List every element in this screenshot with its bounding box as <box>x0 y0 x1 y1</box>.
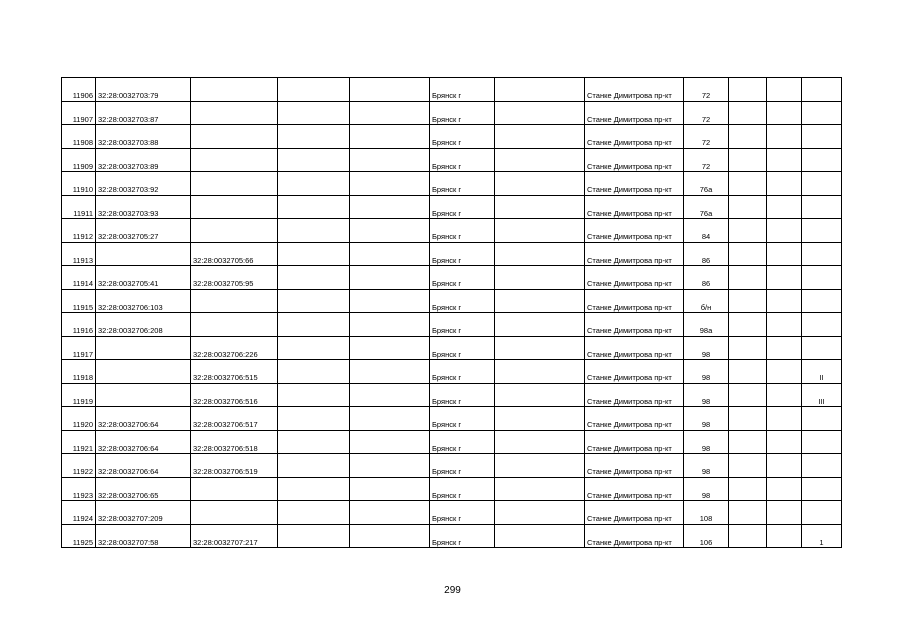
empty-cell <box>495 195 585 219</box>
row-number: 11914 <box>62 266 96 290</box>
row-number: 11908 <box>62 125 96 149</box>
empty-cell <box>767 101 802 125</box>
table-row <box>62 313 842 337</box>
cadastral-number-2: 32:28:0032706:516 <box>191 383 278 407</box>
empty-cell <box>278 313 350 337</box>
empty-cell <box>350 219 430 243</box>
cadastral-number: 32:28:0032703:87 <box>96 101 191 125</box>
mark-cell <box>802 148 842 172</box>
registry-table <box>61 77 842 548</box>
street-cell: Станке Димитрова пр-кт <box>585 430 684 454</box>
empty-cell <box>350 477 430 501</box>
empty-cell <box>495 125 585 149</box>
cadastral-number: 32:28:0032706:64 <box>96 407 191 431</box>
table-body <box>62 78 842 548</box>
mark-cell <box>802 454 842 478</box>
empty-cell <box>767 195 802 219</box>
house-cell: 76а <box>684 172 729 196</box>
street-cell: Станке Димитрова пр-кт <box>585 289 684 313</box>
house-cell: 98 <box>684 407 729 431</box>
empty-cell <box>729 360 767 384</box>
cadastral-number <box>96 383 191 407</box>
empty-cell <box>495 477 585 501</box>
row-number: 11910 <box>62 172 96 196</box>
mark-cell <box>802 195 842 219</box>
row-number: 11907 <box>62 101 96 125</box>
city-cell: Брянск г <box>430 407 495 431</box>
street-cell: Станке Димитрова пр-кт <box>585 407 684 431</box>
row-number: 11916 <box>62 313 96 337</box>
empty-cell <box>495 524 585 548</box>
empty-cell <box>767 125 802 149</box>
empty-cell <box>495 383 585 407</box>
table-row <box>62 360 842 384</box>
mark-cell <box>802 125 842 149</box>
empty-cell <box>350 289 430 313</box>
empty-cell <box>767 454 802 478</box>
mark-cell: II <box>802 360 842 384</box>
empty-cell <box>729 172 767 196</box>
street-cell: Станке Димитрова пр-кт <box>585 125 684 149</box>
empty-cell <box>278 501 350 525</box>
row-number: 11912 <box>62 219 96 243</box>
empty-cell <box>495 454 585 478</box>
empty-cell <box>350 383 430 407</box>
empty-cell <box>495 501 585 525</box>
cadastral-number-2 <box>191 289 278 313</box>
cadastral-number: 32:28:0032703:89 <box>96 148 191 172</box>
street-cell: Станке Димитрова пр-кт <box>585 313 684 337</box>
house-cell: 98 <box>684 336 729 360</box>
city-cell: Брянск г <box>430 266 495 290</box>
empty-cell <box>350 360 430 384</box>
mark-cell <box>802 172 842 196</box>
empty-cell <box>350 336 430 360</box>
empty-cell <box>729 266 767 290</box>
table-row <box>62 148 842 172</box>
table-row <box>62 289 842 313</box>
city-cell: Брянск г <box>430 125 495 149</box>
row-number: 11911 <box>62 195 96 219</box>
empty-cell <box>495 172 585 196</box>
row-number: 11915 <box>62 289 96 313</box>
empty-cell <box>278 407 350 431</box>
row-number: 11906 <box>62 78 96 102</box>
empty-cell <box>350 266 430 290</box>
empty-cell <box>278 78 350 102</box>
empty-cell <box>350 501 430 525</box>
cadastral-number-2: 32:28:0032706:226 <box>191 336 278 360</box>
empty-cell <box>729 430 767 454</box>
city-cell: Брянск г <box>430 219 495 243</box>
empty-cell <box>278 360 350 384</box>
city-cell: Брянск г <box>430 336 495 360</box>
house-cell: 72 <box>684 101 729 125</box>
house-cell: 86 <box>684 242 729 266</box>
street-cell: Станке Димитрова пр-кт <box>585 78 684 102</box>
empty-cell <box>278 219 350 243</box>
street-cell: Станке Димитрова пр-кт <box>585 172 684 196</box>
street-cell: Станке Димитрова пр-кт <box>585 454 684 478</box>
empty-cell <box>495 407 585 431</box>
cadastral-number: 32:28:0032703:93 <box>96 195 191 219</box>
empty-cell <box>278 101 350 125</box>
city-cell: Брянск г <box>430 289 495 313</box>
table-row <box>62 242 842 266</box>
city-cell: Брянск г <box>430 242 495 266</box>
row-number: 11920 <box>62 407 96 431</box>
house-cell: 72 <box>684 125 729 149</box>
mark-cell <box>802 477 842 501</box>
cadastral-number-2: 32:28:0032706:519 <box>191 454 278 478</box>
empty-cell <box>767 148 802 172</box>
empty-cell <box>278 242 350 266</box>
cadastral-number <box>96 242 191 266</box>
house-cell: 98 <box>684 430 729 454</box>
empty-cell <box>767 289 802 313</box>
empty-cell <box>729 313 767 337</box>
street-cell: Станке Димитрова пр-кт <box>585 101 684 125</box>
cadastral-number-2: 32:28:0032706:518 <box>191 430 278 454</box>
street-cell: Станке Димитрова пр-кт <box>585 477 684 501</box>
empty-cell <box>729 219 767 243</box>
city-cell: Брянск г <box>430 360 495 384</box>
empty-cell <box>495 336 585 360</box>
street-cell: Станке Димитрова пр-кт <box>585 266 684 290</box>
empty-cell <box>729 477 767 501</box>
empty-cell <box>278 289 350 313</box>
row-number: 11919 <box>62 383 96 407</box>
empty-cell <box>729 454 767 478</box>
cadastral-number-2 <box>191 313 278 337</box>
empty-cell <box>767 78 802 102</box>
empty-cell <box>495 148 585 172</box>
street-cell: Станке Димитрова пр-кт <box>585 524 684 548</box>
mark-cell <box>802 336 842 360</box>
row-number: 11921 <box>62 430 96 454</box>
empty-cell <box>729 242 767 266</box>
cadastral-number-2: 32:28:0032707:217 <box>191 524 278 548</box>
empty-cell <box>729 195 767 219</box>
empty-cell <box>767 336 802 360</box>
city-cell: Брянск г <box>430 148 495 172</box>
row-number: 11924 <box>62 501 96 525</box>
empty-cell <box>729 148 767 172</box>
empty-cell <box>729 78 767 102</box>
cadastral-number: 32:28:0032707:209 <box>96 501 191 525</box>
empty-cell <box>350 242 430 266</box>
empty-cell <box>729 289 767 313</box>
house-cell: 86 <box>684 266 729 290</box>
row-number: 11913 <box>62 242 96 266</box>
cadastral-number: 32:28:0032706:64 <box>96 430 191 454</box>
city-cell: Брянск г <box>430 195 495 219</box>
cadastral-number-2: 32:28:0032706:515 <box>191 360 278 384</box>
cadastral-number-2 <box>191 195 278 219</box>
cadastral-number-2 <box>191 477 278 501</box>
table-row <box>62 266 842 290</box>
city-cell: Брянск г <box>430 524 495 548</box>
empty-cell <box>495 313 585 337</box>
city-cell: Брянск г <box>430 101 495 125</box>
empty-cell <box>495 266 585 290</box>
page-number: 299 <box>444 585 461 596</box>
empty-cell <box>350 125 430 149</box>
empty-cell <box>767 219 802 243</box>
house-cell: 98 <box>684 360 729 384</box>
mark-cell <box>802 313 842 337</box>
empty-cell <box>278 172 350 196</box>
empty-cell <box>767 430 802 454</box>
mark-cell <box>802 101 842 125</box>
city-cell: Брянск г <box>430 477 495 501</box>
empty-cell <box>495 101 585 125</box>
empty-cell <box>495 430 585 454</box>
cadastral-number-2: 32:28:0032705:66 <box>191 242 278 266</box>
street-cell: Станке Димитрова пр-кт <box>585 242 684 266</box>
empty-cell <box>729 125 767 149</box>
table-row <box>62 195 842 219</box>
cadastral-number: 32:28:0032703:92 <box>96 172 191 196</box>
street-cell: Станке Димитрова пр-кт <box>585 336 684 360</box>
cadastral-number: 32:28:0032706:103 <box>96 289 191 313</box>
empty-cell <box>350 430 430 454</box>
empty-cell <box>350 313 430 337</box>
mark-cell <box>802 78 842 102</box>
cadastral-number <box>96 360 191 384</box>
city-cell: Брянск г <box>430 430 495 454</box>
mark-cell: III <box>802 383 842 407</box>
table-row <box>62 101 842 125</box>
city-cell: Брянск г <box>430 383 495 407</box>
empty-cell <box>729 383 767 407</box>
empty-cell <box>495 289 585 313</box>
city-cell: Брянск г <box>430 78 495 102</box>
cadastral-number-2 <box>191 78 278 102</box>
empty-cell <box>767 407 802 431</box>
street-cell: Станке Димитрова пр-кт <box>585 383 684 407</box>
empty-cell <box>729 524 767 548</box>
row-number: 11925 <box>62 524 96 548</box>
table-row <box>62 524 842 548</box>
city-cell: Брянск г <box>430 454 495 478</box>
mark-cell <box>802 501 842 525</box>
empty-cell <box>767 242 802 266</box>
empty-cell <box>350 78 430 102</box>
cadastral-number-2 <box>191 172 278 196</box>
cadastral-number <box>96 336 191 360</box>
empty-cell <box>278 148 350 172</box>
street-cell: Станке Димитрова пр-кт <box>585 360 684 384</box>
empty-cell <box>350 195 430 219</box>
cadastral-number-2 <box>191 101 278 125</box>
empty-cell <box>350 172 430 196</box>
cadastral-number: 32:28:0032706:65 <box>96 477 191 501</box>
empty-cell <box>767 360 802 384</box>
cadastral-number: 32:28:0032703:79 <box>96 78 191 102</box>
house-cell: 84 <box>684 219 729 243</box>
empty-cell <box>495 360 585 384</box>
empty-cell <box>767 501 802 525</box>
empty-cell <box>278 430 350 454</box>
cadastral-number: 32:28:0032703:88 <box>96 125 191 149</box>
empty-cell <box>350 454 430 478</box>
street-cell: Станке Димитрова пр-кт <box>585 501 684 525</box>
house-cell: 98 <box>684 477 729 501</box>
mark-cell <box>802 219 842 243</box>
table-row <box>62 172 842 196</box>
cadastral-number: 32:28:0032705:41 <box>96 266 191 290</box>
table-row <box>62 407 842 431</box>
mark-cell: 1 <box>802 524 842 548</box>
table-row <box>62 336 842 360</box>
empty-cell <box>350 101 430 125</box>
table-row <box>62 125 842 149</box>
empty-cell <box>278 266 350 290</box>
street-cell: Станке Димитрова пр-кт <box>585 148 684 172</box>
empty-cell <box>278 195 350 219</box>
mark-cell <box>802 266 842 290</box>
row-number: 11909 <box>62 148 96 172</box>
empty-cell <box>729 336 767 360</box>
house-cell: 106 <box>684 524 729 548</box>
table-row <box>62 477 842 501</box>
empty-cell <box>767 313 802 337</box>
empty-cell <box>350 407 430 431</box>
house-cell: 98 <box>684 454 729 478</box>
city-cell: Брянск г <box>430 313 495 337</box>
empty-cell <box>495 78 585 102</box>
empty-cell <box>729 101 767 125</box>
table-row <box>62 454 842 478</box>
empty-cell <box>278 383 350 407</box>
row-number: 11918 <box>62 360 96 384</box>
empty-cell <box>729 407 767 431</box>
house-cell: 72 <box>684 78 729 102</box>
table-row <box>62 383 842 407</box>
street-cell: Станке Димитрова пр-кт <box>585 219 684 243</box>
city-cell: Брянск г <box>430 172 495 196</box>
empty-cell <box>278 524 350 548</box>
empty-cell <box>278 336 350 360</box>
cadastral-number: 32:28:0032706:208 <box>96 313 191 337</box>
empty-cell <box>278 125 350 149</box>
house-cell: 72 <box>684 148 729 172</box>
house-cell: 108 <box>684 501 729 525</box>
empty-cell <box>767 172 802 196</box>
row-number: 11922 <box>62 454 96 478</box>
empty-cell <box>495 242 585 266</box>
table-row <box>62 430 842 454</box>
cadastral-number: 32:28:0032705:27 <box>96 219 191 243</box>
cadastral-number-2 <box>191 125 278 149</box>
cadastral-number: 32:28:0032706:64 <box>96 454 191 478</box>
empty-cell <box>729 501 767 525</box>
cadastral-number-2 <box>191 219 278 243</box>
row-number: 11917 <box>62 336 96 360</box>
street-cell: Станке Димитрова пр-кт <box>585 195 684 219</box>
empty-cell <box>495 219 585 243</box>
mark-cell <box>802 407 842 431</box>
empty-cell <box>350 524 430 548</box>
table-row <box>62 78 842 102</box>
cadastral-number-2: 32:28:0032705:95 <box>191 266 278 290</box>
mark-cell <box>802 289 842 313</box>
cadastral-number-2 <box>191 501 278 525</box>
row-number: 11923 <box>62 477 96 501</box>
mark-cell <box>802 242 842 266</box>
cadastral-number-2: 32:28:0032706:517 <box>191 407 278 431</box>
empty-cell <box>767 524 802 548</box>
house-cell: б/н <box>684 289 729 313</box>
empty-cell <box>278 454 350 478</box>
house-cell: 98а <box>684 313 729 337</box>
empty-cell <box>767 383 802 407</box>
empty-cell <box>350 148 430 172</box>
empty-cell <box>278 477 350 501</box>
table-row <box>62 219 842 243</box>
empty-cell <box>767 266 802 290</box>
empty-cell <box>767 477 802 501</box>
table-row <box>62 501 842 525</box>
cadastral-number: 32:28:0032707:58 <box>96 524 191 548</box>
city-cell: Брянск г <box>430 501 495 525</box>
house-cell: 76а <box>684 195 729 219</box>
house-cell: 98 <box>684 383 729 407</box>
cadastral-number-2 <box>191 148 278 172</box>
mark-cell <box>802 430 842 454</box>
